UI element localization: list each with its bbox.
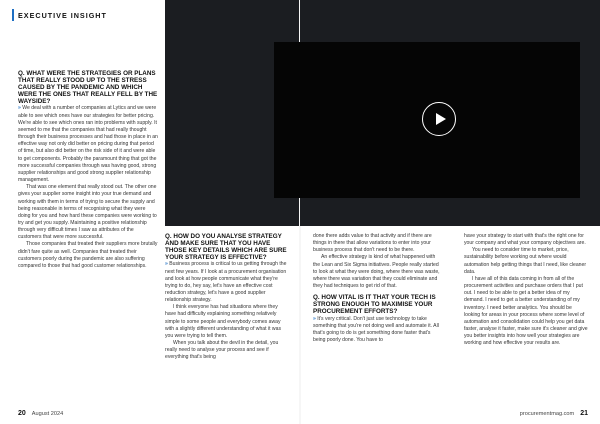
- column-3: [313, 233, 441, 344]
- chevron-icon: »: [313, 315, 318, 322]
- question-2: Q. HOW DO YOU ANALYSE STRATEGY AND MAKE SURE THAT YOU HAVE THOSE KEY DETAILS WHICH ARE SURE YOUR STRATEGY IS EFFECTIVE?: [165, 233, 287, 262]
- column-4: [464, 233, 588, 348]
- answer-2-p2: I think everyone has had situations where they have had difficulty explaining something relatively simple to some people and everybody comes away with a slightly different understanding of what it was you were trying to tell them.: [165, 304, 281, 339]
- answer-1-p1: We deal with a number of companies at Lytics and we were able to see which ones have our strategies for better pricing. We're able to see which ones ran into problems with supply. It seemed to me that the companies that had really thought through their business processes and had those in place in an effective way not only did better on pricing during that period of time, but also did better on the risk side of it and were able to get components. Probably the paramount thing that got the more successful companies through was having good, strong supplier relationships and good strong supplier relationship management.: [18, 105, 158, 184]
- answer-1-p2: That was one element that really stood out. The other one gives your supplier some insight into your true demand and working with them in terms of trying to secure the supply and being reasonable in terms of recognising what they were doing for you and how hard these companies were working to try and get you supply. Maintaining a positive relationship through very difficult times I saw as attributes of the customers that were more successful.: [18, 184, 157, 241]
- answer-2-p3: When you talk about the devil in the detail, you really need to analyse your process and see if everything that's being: [165, 340, 279, 361]
- footer-right: [520, 410, 588, 417]
- answer-4-p1: have your strategy to start with that's the right one for your company and what your company objectives are.: [464, 233, 586, 247]
- question-3: Q. HOW VITAL IS IT THAT YOUR TECH IS STRONG ENOUGH TO MAXIMISE YOUR PROCUREMENT EFFORTS?: [313, 294, 436, 316]
- chevron-icon: »: [165, 261, 170, 268]
- footer-left: [18, 410, 63, 417]
- page-number-right: 21: [580, 410, 588, 417]
- issue-date: August 2024: [31, 410, 64, 417]
- section-tag: [12, 8, 107, 22]
- answer-3-p2: An effective strategy is kind of what happened with the Lean and Six Sigma initiatives. People really started to look at what they were doing, where there was waste, where there was variation that they could eliminate and they had techniques to get rid of that.: [313, 254, 440, 290]
- section-tag-bar: [12, 9, 14, 21]
- question-1: Q. WHAT WERE THE STRATEGIES OR PLANS THAT REALLY STOOD UP TO THE STRESS CAUSED BY THE PANDEMIC AND WHICH WERE THE ONES THAT REALLY FELL BY THE WAYSIDE?: [18, 70, 158, 106]
- section-title: EXECUTIVE INSIGHT: [18, 10, 107, 20]
- play-button[interactable]: [422, 102, 456, 136]
- column-1: [18, 70, 158, 270]
- answer-4-p2: You need to consider time to market, price, sustainability before working out where would automation help getting things that I need, like cleaner data.: [464, 247, 587, 275]
- video-player[interactable]: [274, 42, 580, 198]
- answer-3-p1: done there adds value to that activity and if there are things in there that allow variations to enter into your business process that don't need to be there.: [313, 233, 432, 254]
- column-2: [165, 233, 290, 362]
- play-icon: [436, 113, 446, 125]
- site-url: procurementmag.com: [519, 410, 575, 417]
- chevron-icon: »: [18, 105, 23, 112]
- answer-4-p3: I have all of this data coming in from all of the procurement activities and purchase orders that I put out. I need to be able to get a better idea of my demand. I need to get a better understanding of my inventory. I need better analytics. You should be looking for areas in your process where some level of automation and consolidation could help you get data faster, analyse it faster, make sure it's cleaner and give you better insights into how well your strategies are working and how effective your results are.: [464, 275, 588, 347]
- answer-1-p3: Those companies that treated their suppliers more brutally didn't fare quite as well. Companies that treated their customers poorly during the pandemic are also suffering compared to those that had good customer relationships.: [18, 241, 158, 269]
- answer-3-p3: It's very critical. Don't just use technology to take something that you're not doing well and automate it. All that's going to do is get something done faster that's being poorly done. You have to: [313, 315, 439, 343]
- answer-2-p1: Business process is critical to us getting through the next few years. If I look at a procurement organisation and look at how people communicate what they're trying to do, hey say, let's have an effective cost reduction strategy, let's have a good supplier relationship strategy.: [165, 261, 287, 304]
- page-number-left: 20: [18, 410, 26, 417]
